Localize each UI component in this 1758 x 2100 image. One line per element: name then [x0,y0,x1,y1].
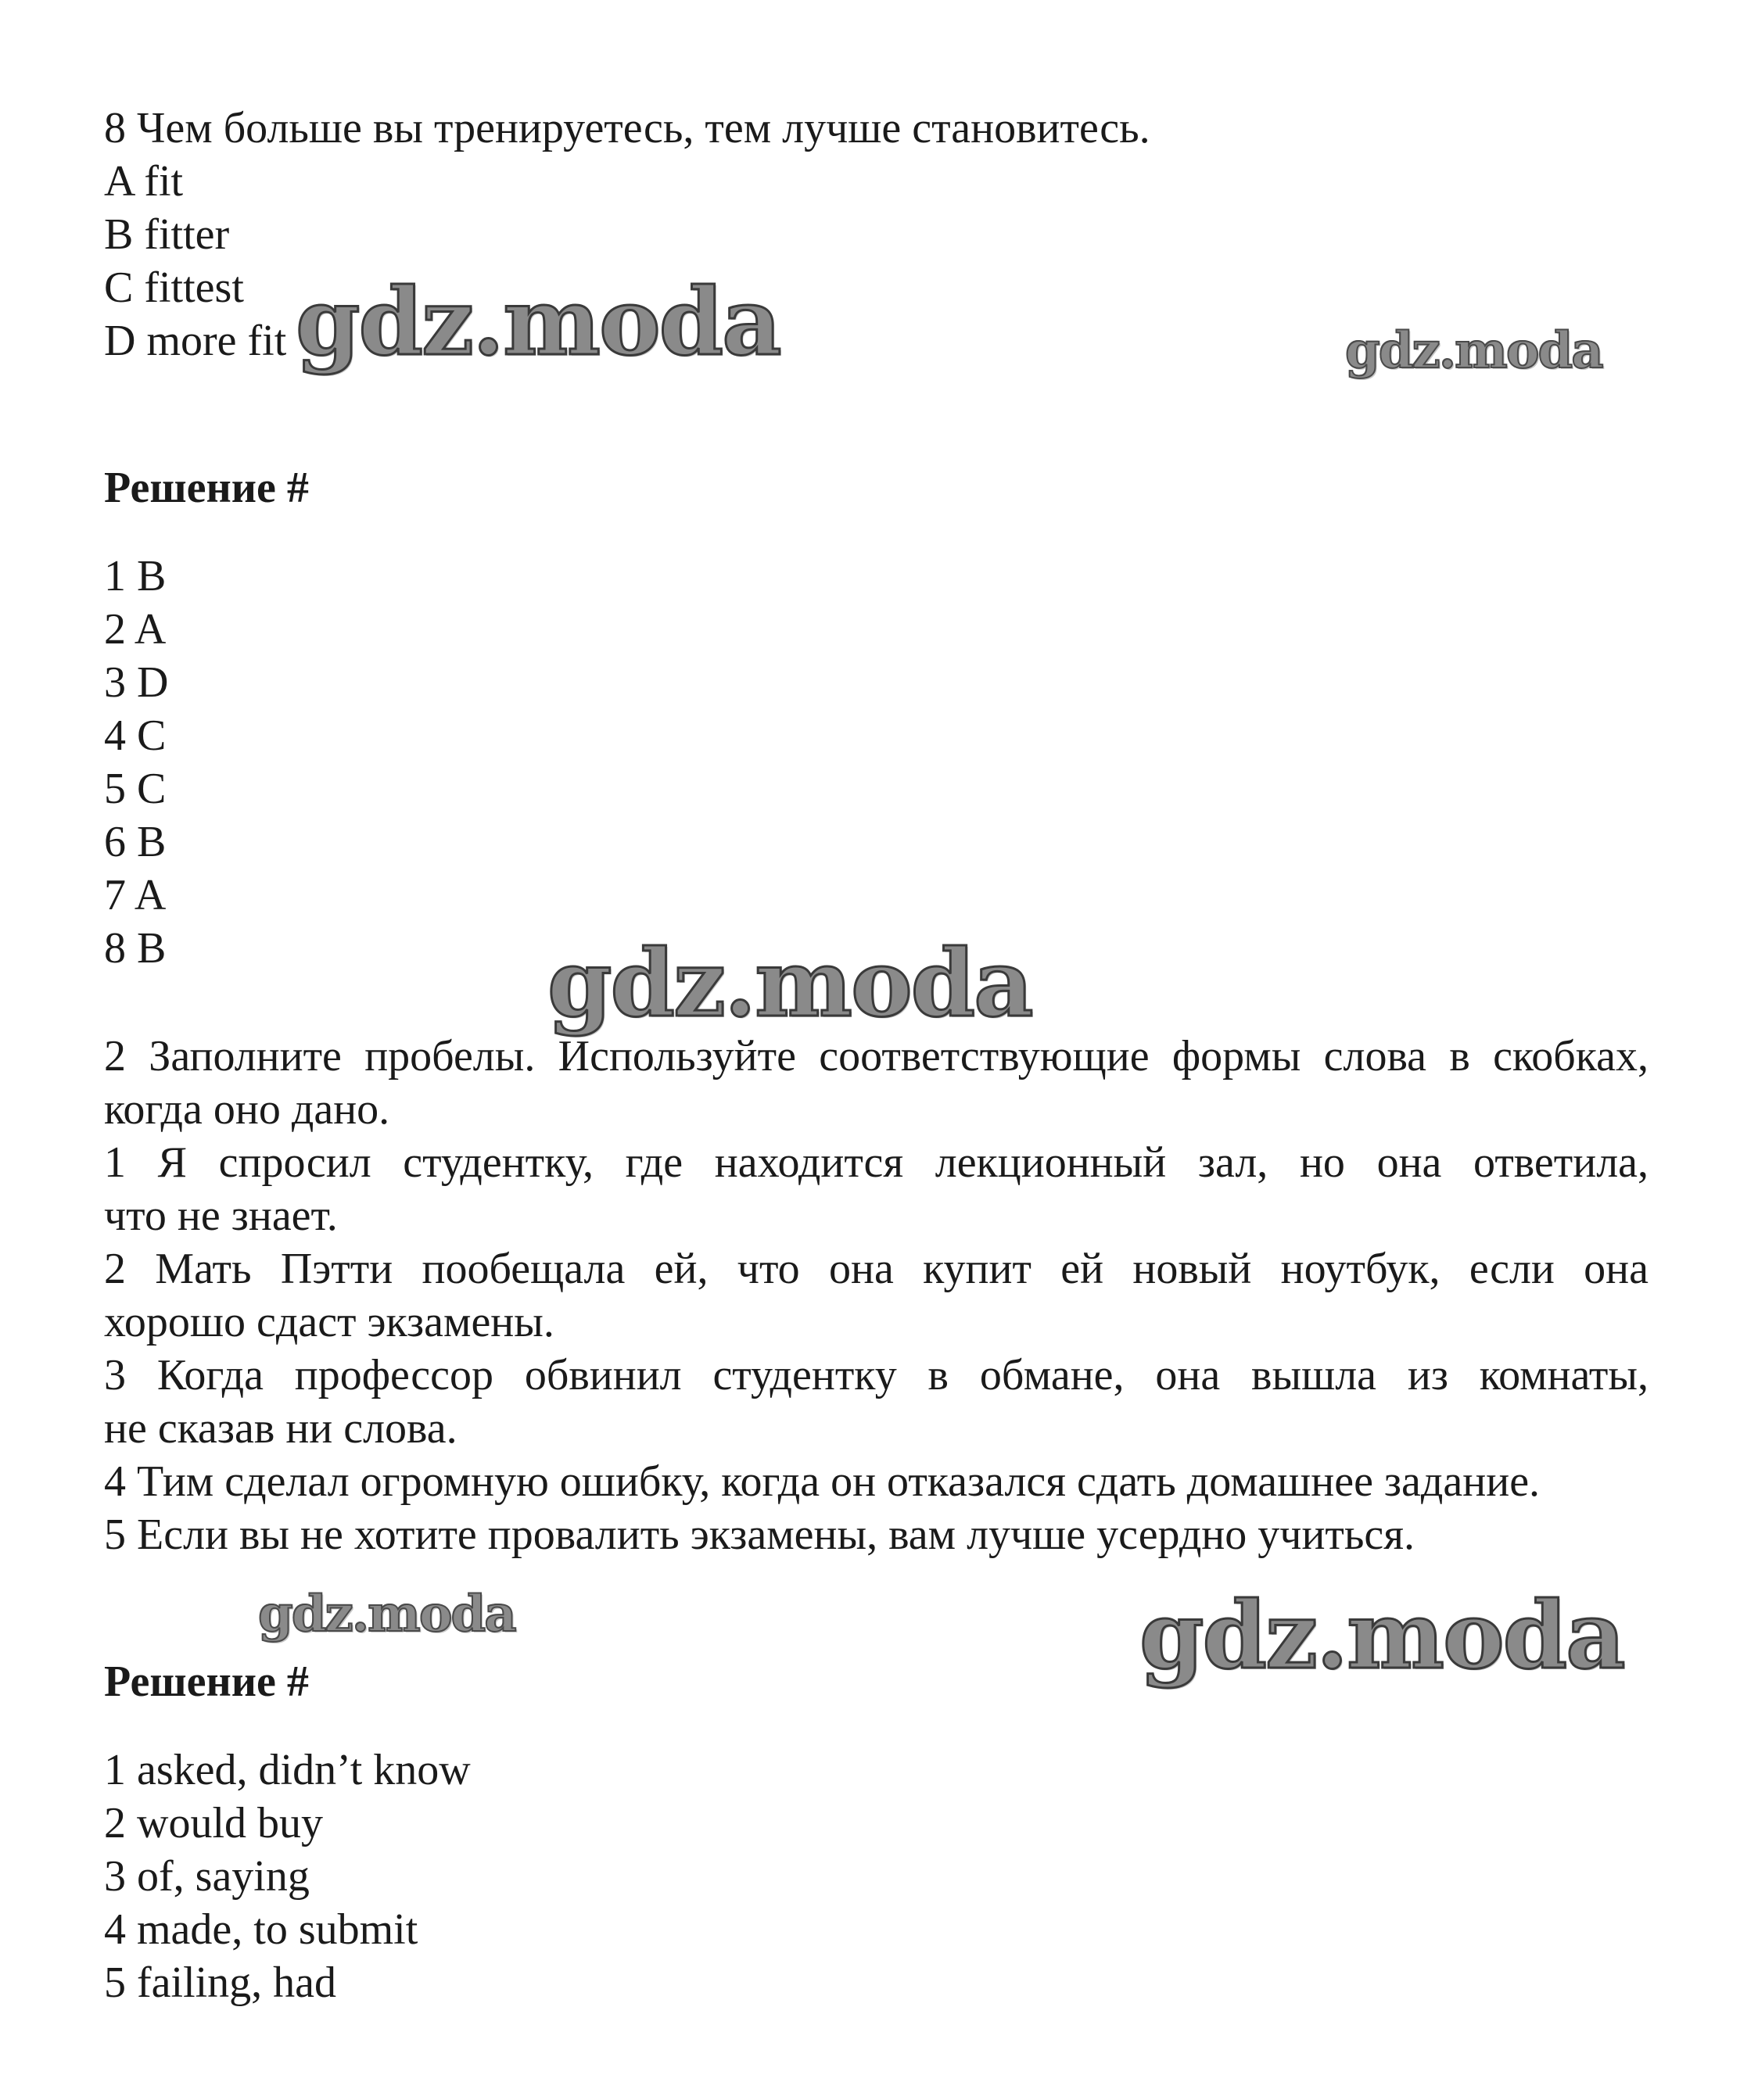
question-prompt: 8 Чем больше вы тренируетесь, тем лучше становитесь. [104,104,1150,152]
watermark-logo: gdz.moda [547,929,1032,1037]
answer-item: 4 C [104,711,167,760]
answer-item: 1 asked, didn’t know [104,1746,471,1794]
watermark-logo: gdz.moda [1345,321,1602,380]
watermark-logo: gdz.moda [1139,1581,1624,1690]
task-item: 4 Тим сделал огромную ошибку, когда он отказался сдать домашнее задание. [104,1457,1541,1506]
answer-item: 2 A [104,605,167,654]
option-a: A fit [104,157,184,206]
watermark-logo: gdz.moda [296,267,780,376]
answer-item: 4 made, to submit [104,1905,418,1954]
answer-item: 2 would buy [104,1799,323,1847]
answer-item: 7 A [104,871,167,919]
task-instruction-cont: когда оно дано. [104,1085,390,1134]
answer-item: 1 B [104,552,167,600]
task-item: 1 Я спросил студентку, где находится лекционный зал, но она ответила, [104,1138,1649,1187]
task-item-cont: хорошо сдаст экзамены. [104,1298,554,1346]
task-instruction: 2 Заполните пробелы. Используйте соответствующие формы слова в скобках, [104,1032,1649,1080]
answer-item: 3 D [104,658,169,707]
solution-heading: Решение # [104,1657,309,1706]
task-item-cont: что не знает. [104,1192,338,1240]
option-c: C fittest [104,263,244,312]
answer-item: 8 B [104,924,167,973]
option-b: B fitter [104,210,230,259]
option-d: D more fit [104,317,287,365]
task-item: 3 Когда профессор обвинил студентку в обмане, она вышла из комнаты, [104,1351,1649,1399]
answer-item: 5 failing, had [104,1958,337,2007]
watermark-logo: gdz.moda [258,1585,515,1643]
task-item: 5 Если вы не хотите провалить экзамены, вам лучше усердно учиться. [104,1510,1415,1559]
solution-heading: Решение # [104,464,309,512]
task-item: 2 Мать Пэтти пообещала ей, что она купит ей новый ноутбук, если она [104,1245,1649,1293]
answer-item: 6 B [104,818,167,866]
answer-item: 5 C [104,765,167,813]
task-item-cont: не сказав ни слова. [104,1404,457,1453]
answer-item: 3 of, saying [104,1852,310,1901]
